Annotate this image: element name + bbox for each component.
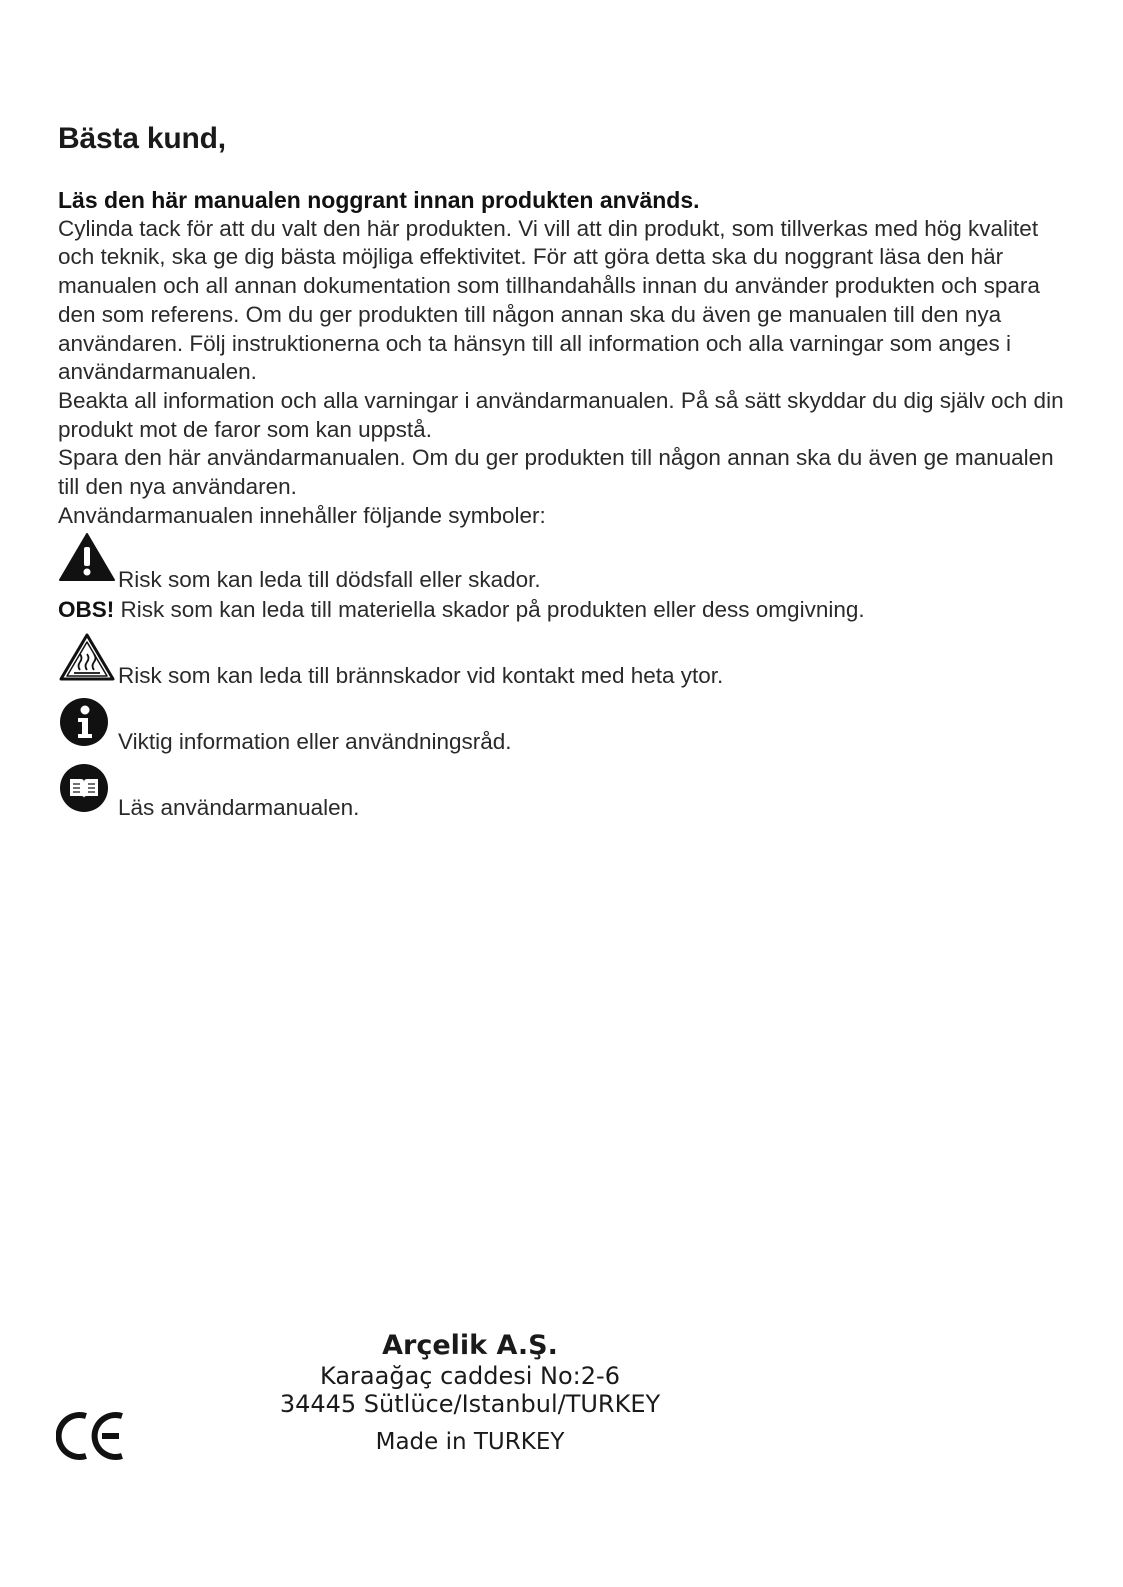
symbol-obs-text: Risk som kan leda till materiella skador på produkten eller dess omgivning. xyxy=(114,597,865,622)
manufacturer-address xyxy=(250,1330,690,1456)
symbol-hot-text: Risk som kan leda till brännskador vid kontakt med heta ytor. xyxy=(118,663,724,688)
symbol-danger-text: Risk som kan leda till dödsfall eller skador. xyxy=(118,567,541,592)
warning-triangle-icon xyxy=(58,532,116,582)
address-street: Karaağaç caddesi No:2-6 xyxy=(320,1362,620,1390)
intro-paragraph: Beakta all information och alla varningar i användarmanualen. På så sätt skyddar du dig själv och din produkt mot de faror som kan uppstå. xyxy=(58,387,1064,442)
book-icon xyxy=(58,762,110,814)
greeting-heading: Bästa kund, xyxy=(58,122,226,155)
intro-section xyxy=(58,186,1068,530)
info-icon xyxy=(58,696,110,748)
made-in-label: Made in TURKEY xyxy=(375,1429,565,1455)
intro-lead: Läs den här manualen noggrant innan produkten används. xyxy=(58,187,700,213)
obs-label: OBS! xyxy=(58,597,115,622)
hot-surface-icon xyxy=(58,632,116,682)
company-name: Arçelik A.Ş. xyxy=(382,1330,558,1361)
intro-paragraph: Användarmanualen innehåller följande symboler: xyxy=(58,502,546,528)
symbol-manual-text: Läs användarmanualen. xyxy=(118,795,360,820)
intro-paragraph: Spara den här användarmanualen. Om du ger produkten till någon annan ska du även ge manualen till den nya användaren. xyxy=(58,445,1054,500)
intro-paragraph: Cylinda tack för att du valt den här produkten. Vi vill att din produkt, som tillverkas med hög kvalitet och teknik, ska ge dig bästa möjliga effektivitet. För att göra detta ska du noggrant läsa den här manualen och all annan dokumentation som tillhandahålls innan du använder produkten och spara den som referens. Om du ger produkten till någon annan ska du även ge manualen till den nya användaren. Följ instruktionerna och ta hänsyn till all information och alla varningar som anges i användarmanualen. xyxy=(58,215,1040,385)
address-city: 34445 Sütlüce/Istanbul/TURKEY xyxy=(279,1390,661,1418)
symbol-obs xyxy=(58,596,865,624)
ce-mark-icon xyxy=(56,1410,126,1462)
symbol-info-text: Viktig information eller användningsråd. xyxy=(118,729,512,754)
